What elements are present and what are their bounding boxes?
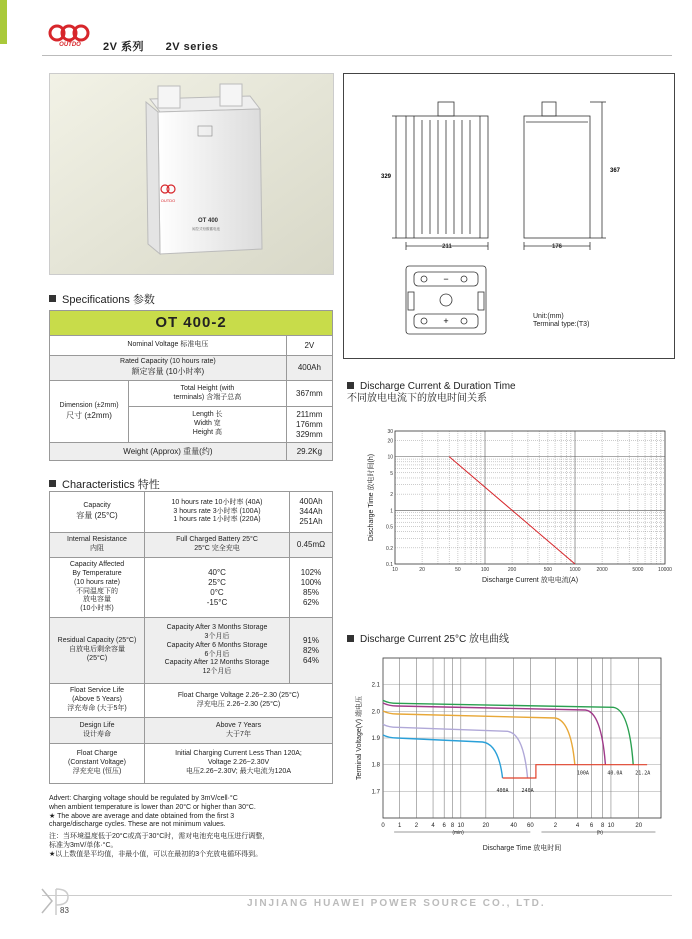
footer-company: JINJIANG HUAWEI POWER SOURCE CO., LTD. — [247, 898, 546, 909]
chart2-y-tick: 2.0 — [371, 709, 380, 716]
chart2-x-tick: 20 — [482, 823, 490, 829]
header-divider — [42, 55, 672, 56]
chart1-x-tick: 20 — [419, 567, 425, 573]
float-charge-label: Float Charge (Constant Voltage) 浮充充电 (恒压) — [50, 744, 145, 784]
chart2-x-tick: 10 — [607, 823, 615, 829]
chart2-series-label: 21.2A — [635, 770, 651, 777]
chart2-x-tick: 4 — [575, 823, 580, 829]
series-cn: 2V 系列 — [103, 41, 145, 53]
dim-width-front: 211 — [442, 244, 452, 250]
ir-value: 0.45mΩ — [290, 533, 333, 558]
chart2-x-tick: 1 — [398, 823, 402, 829]
chart2-x-tick: 0 — [381, 823, 385, 829]
rated-capacity-value: 400Ah — [286, 356, 332, 381]
discharge-duration-chart — [345, 406, 675, 596]
chart1-x-tick: 1000 — [569, 567, 581, 573]
chart2-series-label: 40.0A — [607, 770, 623, 777]
chart1-y-tick: 0.2 — [386, 545, 393, 552]
chart1-x-tick: 5000 — [632, 567, 644, 573]
product-photo — [49, 73, 334, 275]
chart2-series-label: 100A — [576, 770, 589, 777]
chart2-x-tick: 2 — [553, 823, 558, 829]
capacity-label: Capacity 容量 (25°C) — [50, 492, 145, 533]
residual-conds: Capacity After 3 Months Storage 3个月后 Capacity After 6 Months Storage 6个月后 Capacity After 12 Months Storage 12个月后 — [145, 618, 290, 684]
float-life-cond: Float Charge Voltage 2.26~2.30 (25°C) 浮充电压 2.26~2.30 (25°C) — [145, 684, 333, 718]
chart2-title: Discharge Current 25°C 放电曲线 — [347, 634, 509, 646]
chart2-cutoff-line — [503, 765, 651, 778]
model-name: OT 400-2 — [50, 311, 333, 336]
weight-label: Weight (Approx) 重量(约) — [50, 443, 287, 461]
lwh-labels: Length 长 Width 宽 Height 高 — [129, 407, 287, 443]
series-en: 2V series — [165, 41, 219, 53]
design-life-label: Design Life 设计寿命 — [50, 718, 145, 744]
chart1-y-tick: 20 — [387, 438, 393, 445]
residual-label: Residual Capacity (25°C) 自放电后剩余容量 (25°C) — [50, 618, 145, 684]
temp-values: 102% 100% 85% 62% — [290, 558, 333, 618]
specs-table — [49, 310, 333, 461]
page-number: 83 — [60, 906, 69, 915]
characteristics-title: Characteristics 特性 — [49, 476, 160, 492]
ir-label: Internal Resistance 内阻 — [50, 533, 145, 558]
chart2-x-tick: 20 — [635, 823, 643, 829]
nominal-voltage-value: 2V — [286, 336, 332, 356]
chart2-series-curve — [383, 735, 503, 778]
chart1-y-tick: 0.1 — [386, 562, 393, 568]
chart1-y-tick: 5 — [390, 470, 393, 477]
rated-capacity-label: Rated Capacity (10 hours rate) 额定容量 (10小时率) — [50, 356, 287, 381]
chart2-x-tick: 6 — [442, 823, 446, 829]
photo-brand-label: OUTDO — [160, 198, 176, 203]
chart2-x-tick: 10 — [457, 823, 465, 829]
dim-height-total: 367 — [610, 168, 621, 174]
chart1-x-tick: 200 — [507, 567, 517, 573]
photo-model-label: OT 400 — [198, 218, 219, 224]
chart2-x-unit-min: (min) — [452, 830, 464, 836]
unit-note: Unit:(mm) Terminal type:(T3) — [533, 313, 590, 329]
weight-value: 29.2Kg — [286, 443, 332, 461]
float-charge-cond: Initial Charging Current Less Than 120A; Voltage 2.26~2.30V 电压2.26~2.30V; 最大电流为120A — [145, 744, 333, 784]
dimension-drawing — [343, 73, 675, 359]
chart1-x-tick: 100 — [480, 567, 490, 573]
chart2-x-tick: 60 — [526, 823, 534, 829]
chart2-x-tick: 2 — [414, 823, 419, 829]
chart1-plot-area — [395, 431, 665, 564]
total-height-value: 367mm — [286, 381, 332, 407]
chart1-x-tick: 2000 — [596, 567, 608, 573]
discharge-curve-chart — [345, 650, 675, 862]
photo-cn-label: 阀控式铅酸蓄电池 — [192, 227, 220, 231]
temp-conds: 40°C 25°C 0°C -15°C — [145, 558, 290, 618]
series-title — [103, 38, 236, 54]
chart1-x-tick: 10 — [392, 567, 398, 573]
chart2-x-unit-h: (h) — [596, 830, 603, 836]
chart2-series-label: 400A — [496, 788, 509, 794]
accent-bar — [0, 0, 7, 44]
chart2-x-tick: 8 — [600, 823, 605, 829]
chart2-y-label: Terminal Voltage(V) 端电压 — [356, 695, 363, 781]
terminal-plus: + — [443, 316, 449, 326]
residual-values: 91% 82% 64% — [290, 618, 333, 684]
chart1-y-tick: 0.5 — [386, 524, 393, 531]
chart1-y-label: Discharge Time 放电时间(h) — [368, 453, 375, 542]
total-height-label: Total Height (with terminals) 含端子总高 — [129, 381, 287, 407]
chart1-title: Discharge Current & Duration Time 不同放电电流下的放电时间关系 — [347, 381, 516, 404]
chart2-x-tick: 40 — [510, 823, 518, 829]
chart1-y-tick: 2 — [390, 492, 393, 499]
design-life-cond: Above 7 Years 大于7年 — [145, 718, 333, 744]
chart2-y-tick: 1.8 — [371, 762, 380, 769]
chart2-x-tick: 8 — [450, 823, 455, 829]
chart2-series-curve — [383, 700, 633, 764]
chart2-y-tick: 1.7 — [371, 789, 380, 796]
chart2-series-label: 240A — [521, 788, 534, 794]
chart1-x-label: Discharge Current 放电电流(A) — [481, 577, 579, 584]
svg-text:OUTDO: OUTDO — [59, 42, 81, 48]
nominal-voltage-label: Nominal Voltage 标准电压 — [50, 336, 287, 356]
dim-height-body: 329 — [380, 174, 392, 180]
ir-cond: Full Charged Battery 25°C 25°C 完全充电 — [145, 533, 290, 558]
notes — [49, 795, 339, 862]
outdo-logo — [45, 24, 95, 48]
chart2-y-tick: 2.1 — [371, 682, 380, 689]
chart2-y-tick: 1.9 — [371, 736, 380, 742]
chart1-y-tick: 1 — [390, 508, 393, 515]
chart2-x-tick: 4 — [431, 823, 435, 829]
chart1-y-tick: 30 — [387, 429, 393, 435]
chart2-x-label: Discharge Time 放电时间 — [482, 845, 562, 852]
chart1-y-tick: 10 — [387, 454, 393, 461]
dimension-label: Dimension (±2mm) 尺寸 (±2mm) — [50, 381, 129, 443]
chart1-x-tick: 500 — [543, 567, 553, 573]
cn-note: 注：当环境温度低于20°C或高于30°C时，需对电池充电电压进行调整， 标准为3mV/单体·°C。 ★以上数值是平均值，非最小值，可以在最初的3个充放电循环得到。 — [49, 833, 270, 858]
dim-width-side: 176 — [551, 244, 563, 250]
characteristics-table — [49, 491, 333, 784]
lwh-values: 211mm 176mm 329mm — [286, 407, 332, 443]
terminal-minus: − — [443, 274, 449, 284]
float-life-label: Float Service Life (Above 5 Years) 浮充寿命 (大于5年) — [50, 684, 145, 718]
specs-title: Specifications 参数 — [49, 291, 155, 307]
chart1-x-tick: 10000 — [658, 567, 672, 573]
chart1-x-tick: 50 — [455, 567, 461, 573]
chart2-x-tick: 6 — [589, 823, 594, 829]
advert-note: Advert: Charging voltage should be regulated by 3mV/cell·°C when ambient temperature is lower than 20°C or higher than 30°C. ★ The above are average and date obtained from the first 3 charge/discharge cycles. These are not minimum values. — [49, 795, 256, 829]
capacity-values: 400Ah 344Ah 251Ah — [290, 492, 333, 533]
chart2-series-curve — [383, 724, 528, 778]
footer-divider — [42, 895, 672, 896]
capacity-rates: 10 hours rate 10小时率 (40A) 3 hours rate 3小时率 (100A) 1 hours rate 1小时率 (220A) — [145, 492, 290, 533]
temp-label: Capacity Affected By Temperature (10 hours rate) 不同温度下的 放电容量 (10小时率) — [50, 558, 145, 618]
